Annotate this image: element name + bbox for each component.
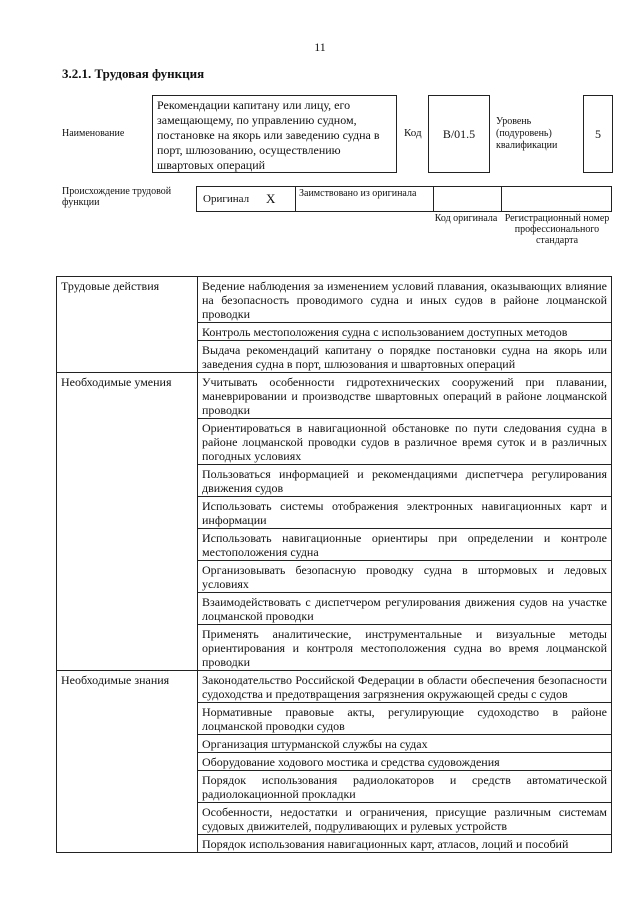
item-cell: Организовывать безопасную проводку судна в штормовых и ледовых условиях [198, 561, 612, 593]
original-label: Оригинал [203, 193, 250, 205]
code-caption: Код оригинала [434, 213, 498, 224]
code-value-box [428, 95, 490, 173]
code-label: Код [404, 127, 422, 139]
item-cell: Применять аналитические, инструментальные и визуальные методы ориентирования и контроля местоположения судна во время лоцманской проводки [198, 625, 612, 671]
item-cell: Взаимодействовать с диспетчером регулирования движения судов на участке лоцманской проводки [198, 593, 612, 625]
original-mark: X [266, 191, 276, 206]
origin-divider-1 [295, 187, 296, 211]
table-row [57, 373, 612, 419]
item-cell: Ведение наблюдения за изменением условий плавания, оказывающих влияние на безопасность проводимого судна и иных судов в районе лоцманской проводки [198, 277, 612, 323]
item-cell: Законодательство Российской Федерации в области обеспечения безопасности судоходства и предотвращения загрязнения окружающей среды с судов [198, 671, 612, 703]
page-number: 11 [314, 40, 326, 54]
level-value-box [583, 95, 613, 173]
category-cell: Необходимые умения [57, 373, 198, 671]
item-cell: Пользоваться информацией и рекомендациями диспетчера регулирования движения судов [198, 465, 612, 497]
item-cell: Учитывать особенности гидротехнических сооружений при плавании, маневрировании и производстве швартовных операций в районе лоцманской проводки [198, 373, 612, 419]
item-cell: Оборудование ходового мостика и средства судовождения [198, 753, 612, 771]
item-cell: Нормативные правовые акты, регулирующие судоходство в районе лоцманской проводки судов [198, 703, 612, 735]
item-cell: Порядок использования радиолокаторов и средств автоматической радиолокационной прокладки [198, 771, 612, 803]
reg-caption: Регистрационный номер профессионального стандарта [504, 213, 610, 246]
item-cell: Контроль местоположения судна с использованием доступных методов [198, 323, 612, 341]
origin-divider-2 [433, 187, 434, 211]
borrowed-label: Заимствовано из оригинала [299, 188, 417, 199]
table-row [57, 671, 612, 703]
item-cell: Использовать системы отображения электронных навигационных карт и информации [198, 497, 612, 529]
item-cell: Организация штурманской службы на судах [198, 735, 612, 753]
level-value: 5 [595, 126, 601, 141]
category-cell: Трудовые действия [57, 277, 198, 373]
code-value: B/01.5 [442, 126, 476, 141]
item-cell: Ориентироваться в навигационной обстановке по пути следования судна в районе лоцманской проводки судов в различное время суток и в различных погодных условиях [198, 419, 612, 465]
function-name-value: Рекомендации капитану или лицу, его замещающему, по управлению судном, постановке на якорь или заведению судна в порт, шлюзованию, осуществлению швартовых операций [157, 98, 380, 172]
item-cell: Особенности, недостатки и ограничения, присущие различным системам судовых движителей, подруливающих и рулевых устройств [198, 803, 612, 835]
requirements-table [56, 276, 612, 853]
section-title: 3.2.1. Трудовая функция [62, 66, 205, 81]
item-cell: Порядок использования навигационных карт, атласов, лоций и пособий [198, 835, 612, 853]
name-label: Наименование [62, 128, 125, 139]
category-cell: Необходимые знания [57, 671, 198, 853]
level-label: Уровень (подуровень) квалификации [496, 116, 558, 151]
origin-table [196, 186, 612, 212]
table-row [57, 277, 612, 323]
item-cell: Использовать навигационные ориентиры при определении и контроле местоположения судна [198, 529, 612, 561]
origin-divider-3 [501, 187, 502, 211]
origin-label: Происхождение трудовой функции [62, 186, 172, 208]
function-name-box [152, 95, 397, 173]
item-cell: Выдача рекомендаций капитану о порядке постановки судна на якорь или заведения судна в порт, шлюзования и швартовных операций [198, 341, 612, 373]
